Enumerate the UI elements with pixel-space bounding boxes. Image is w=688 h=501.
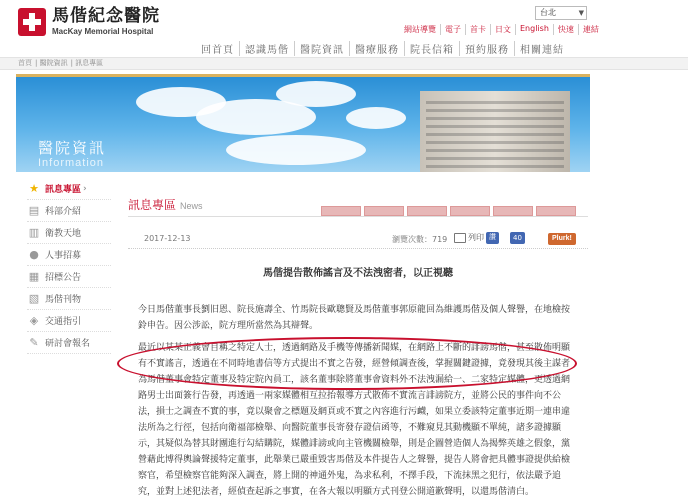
divider — [128, 248, 588, 249]
section-tab[interactable] — [536, 206, 576, 216]
util-link[interactable]: 首卡 — [465, 24, 490, 35]
sidebar — [27, 178, 111, 354]
sidebar-item-label: 訊息專區 — [45, 185, 82, 195]
post-date: 2017-12-13 — [144, 234, 191, 243]
section-title-text: 訊息專區 — [128, 198, 177, 212]
article-meta — [128, 230, 588, 246]
breadcrumb-item[interactable]: 訊息專區 — [75, 59, 104, 67]
facebook-like-button[interactable]: 讚 — [486, 232, 499, 244]
sidebar-item-recruitment[interactable] — [27, 244, 111, 266]
hospital-building-image — [420, 91, 570, 172]
util-link[interactable]: 快速 — [553, 24, 578, 35]
cloud-decoration — [276, 81, 356, 107]
campus-select[interactable] — [535, 6, 587, 20]
banner-subtitle: Information — [38, 157, 105, 169]
util-link[interactable]: 日文 — [490, 24, 515, 35]
star-icon: ★ — [29, 181, 39, 195]
nav-item-director-mailbox[interactable]: 院長信箱 — [404, 41, 459, 56]
doc-icon: ▤ — [28, 203, 40, 217]
hospital-logo[interactable] — [18, 8, 160, 36]
breadcrumb: 首頁 | 醫院資訊 | 訊息專區 — [0, 57, 688, 70]
breadcrumb-item[interactable]: 醫院資訊 — [39, 59, 68, 67]
page-banner — [16, 74, 590, 172]
campus-select-value: 台北 — [540, 8, 556, 17]
sidebar-item-news[interactable] — [27, 178, 111, 200]
section-tab[interactable] — [450, 206, 490, 216]
banner-title: 醫院資訊 — [38, 139, 107, 157]
main-nav — [196, 41, 569, 56]
section-tabs — [318, 206, 576, 216]
logo-text — [52, 8, 160, 36]
article-title: 馬偕提告散佈謠言及不法洩密者，以正視聽 — [263, 268, 453, 279]
chevron-down-icon: ▼ — [578, 9, 584, 17]
sidebar-item-directions[interactable] — [27, 310, 111, 332]
sidebar-item-label: 馬偕刊物 — [45, 295, 82, 305]
person-icon: ● — [29, 247, 39, 261]
book-icon: ▥ — [28, 225, 40, 239]
print-button[interactable] — [454, 232, 484, 243]
article-body — [138, 302, 572, 501]
nav-item-home[interactable]: 回首頁 — [201, 45, 234, 56]
util-link[interactable]: 連結 — [578, 24, 603, 35]
section-tab[interactable] — [364, 206, 404, 216]
section-title — [128, 196, 203, 213]
sidebar-item-label: 科部介紹 — [45, 207, 82, 217]
print-label: 列印 — [468, 233, 484, 242]
util-link[interactable]: 電子 — [440, 24, 465, 35]
utility-links — [400, 24, 603, 35]
sidebar-item-departments[interactable] — [27, 200, 111, 222]
chevron-right-icon: › — [83, 183, 87, 194]
cross-logo-icon — [18, 8, 46, 36]
magazine-icon: ▧ — [28, 291, 40, 305]
sidebar-item-tenders[interactable] — [27, 266, 111, 288]
cloud-decoration — [346, 107, 406, 129]
section-title-en: News — [180, 201, 203, 211]
printer-icon — [454, 233, 466, 243]
nav-item-links[interactable]: 相關連結 — [514, 41, 569, 56]
nav-item-medical-services[interactable]: 醫療服務 — [349, 41, 404, 56]
view-count: 瀏覽次數：719 — [392, 235, 448, 244]
sidebar-item-publications[interactable] — [27, 288, 111, 310]
section-tab[interactable] — [407, 206, 447, 216]
logo-chinese-name: 馬偕紀念醫院 — [52, 6, 160, 26]
section-tab[interactable] — [493, 206, 533, 216]
sidebar-item-seminar-registration[interactable] — [27, 332, 111, 354]
map-icon: ◈ — [29, 313, 39, 327]
breadcrumb-item[interactable]: 首頁 — [18, 59, 32, 67]
logo-english-name: MacKay Memorial Hospital — [52, 27, 154, 36]
sidebar-item-label: 人事招募 — [45, 251, 82, 261]
plurk-share-button[interactable]: Plurk! — [548, 233, 576, 245]
sidebar-item-label: 研討會報名 — [45, 339, 91, 349]
sidebar-item-label: 招標公告 — [45, 273, 82, 283]
board-icon: ▦ — [28, 269, 40, 283]
sidebar-item-health-education[interactable] — [27, 222, 111, 244]
util-link[interactable]: English — [515, 24, 553, 35]
article-paragraph: 今日馬偕董事長劉旧恩、院長施壽全、竹馬院長歐聰賢及馬偕董事郭原龍回為維護馬偕及個人聲譽，在地檢按鈴申告。因公涉訟，院方理所當然為其辯聲。 — [138, 305, 571, 331]
nav-item-hospital-info[interactable]: 醫院資訊 — [294, 41, 349, 56]
divider — [128, 216, 588, 217]
like-count: 40 — [510, 232, 525, 244]
cloud-decoration — [226, 135, 366, 165]
form-icon: ✎ — [29, 335, 39, 349]
sidebar-item-label: 交通指引 — [45, 317, 82, 327]
util-link[interactable]: 網站導覽 — [404, 25, 436, 34]
sidebar-item-label: 衛教天地 — [45, 229, 82, 239]
nav-item-appointment[interactable]: 預約服務 — [459, 41, 514, 56]
nav-item-about[interactable]: 認識馬偕 — [239, 41, 294, 56]
article-paragraph: 最近以某某正義會自稱之特定人士，透過網路及手機等傳播新聞媒，在網路上不斷的誹謗馬偕，甚至散佈明顯有不實謠言，透過在不同時地書信等方式提出不實之告發，經營傾調查後，掌握關鍵證據，竟發現其後主謀者為馬偕董事會特定董事及特定院內員工，該名董事除將董事會資料外不法洩漏給一、二家特定媒體，更透過網路男士出面簽行告發，再透過一兩家媒體相互拉抬報導方式散佈不實流言誹謗院方，並將公民的事件向不公法，損士之調查不實的事，竟以聚會之標題及網頁或不實之內容進行污衊，如果立委該特定董事近期一連串違法所為之行徑，包括向衛福部檢舉、向醫院董事長寄發存證信函等，不難窺見其動機顯不單純，諸多證據顯示，其疑似為替其財團進行勾結購院，媒體誹謗或向主管機關檢舉，則是企圖營造個人為揭弊英雄之假象，黨營藉此博得輿論聲援特定董事，此舉業已嚴重毀害馬偕及本件提告人之聲譽，提告人將會把具體事證提供給檢察官，希望檢察官能夠深入調查，將上開的神通外鬼，為求私利，不擇手段，下流抹黑之犯行，依法嚴予追究，並對上述犯法者，經偵查起訴之事實，在各大報以明顯方式刊登公開道歉聲明，以還馬偕清白。 — [138, 343, 571, 497]
section-tab[interactable] — [321, 206, 361, 216]
